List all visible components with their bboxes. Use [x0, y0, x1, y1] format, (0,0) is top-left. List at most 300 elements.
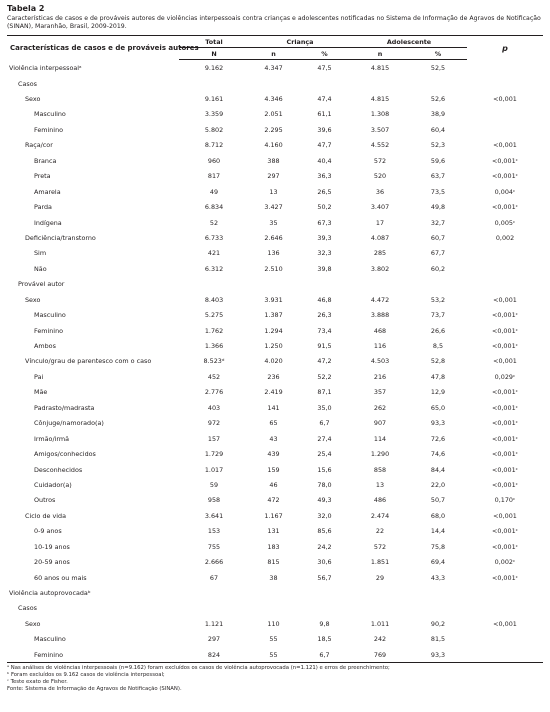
- adolescente-n: 4.552: [370, 141, 390, 150]
- adolescente-n: 1.290: [370, 450, 390, 459]
- total-n: 49: [209, 187, 219, 196]
- table-row: [7, 277, 543, 292]
- crianca-pct: 9,8: [319, 619, 330, 628]
- row-label: 10-19 anos: [34, 542, 70, 551]
- adolescente-n: 1.011: [370, 619, 390, 628]
- total-n: 824: [179, 647, 249, 663]
- p-value: <0,001ᶜ: [491, 326, 518, 335]
- total-n: 6.834: [204, 203, 224, 212]
- crianca-pct: 52,2: [317, 372, 332, 381]
- row-label: Casos: [18, 604, 37, 613]
- crianca-n: 13: [269, 187, 278, 196]
- crianca-n: [249, 585, 298, 600]
- adolescente-n: 907: [373, 419, 387, 428]
- adolescente-pct: 14,4: [430, 527, 446, 536]
- p-value: <0,001ᶜ: [491, 527, 518, 536]
- p-value: [467, 76, 543, 91]
- crianca-pct: 32,3: [317, 249, 332, 258]
- table-row: [7, 261, 543, 276]
- table-row: [7, 307, 543, 322]
- adolescente-pct: 69,4: [430, 558, 446, 567]
- crianca-pct: 47,7: [317, 141, 332, 150]
- table-row: [7, 400, 543, 415]
- crianca-n: 3.427: [264, 203, 283, 212]
- table-row: [7, 354, 543, 369]
- total-n: 5.802: [204, 125, 224, 134]
- row-label: Desconhecidos: [34, 465, 83, 474]
- crianca-pct: 56,7: [317, 573, 332, 582]
- table-row: [7, 107, 543, 122]
- header-adolescente: Adolescente: [351, 36, 467, 48]
- table-caption: Características de casos e de prováveis autores de violências interpessoais contra crianças e adolescentes notificadas no Sistema de Informação de Agravos de Notificação (SINAN), Maranhão, Brasil, 2009-2019.: [7, 15, 541, 31]
- p-value: [467, 647, 543, 663]
- p-value: <0,001: [493, 511, 517, 520]
- adolescente-n: 3.507: [370, 125, 390, 134]
- total-n: 2.666: [204, 558, 224, 567]
- crianca-n: 4.020: [264, 357, 283, 366]
- row-label: Cônjuge/namorado(a): [34, 419, 104, 428]
- adolescente-pct: 47,8: [430, 372, 446, 381]
- crianca-pct: 25,4: [317, 450, 332, 459]
- crianca-n: 4.346: [264, 95, 283, 103]
- crianca-pct: 40,4: [317, 156, 332, 165]
- crianca-n: [249, 601, 298, 616]
- table-row: [7, 554, 543, 569]
- crianca-n: 388: [267, 156, 280, 165]
- crianca-n: 439: [267, 450, 280, 459]
- crianca-pct: 26,3: [317, 311, 332, 320]
- adolescente-pct: 53,2: [430, 295, 446, 304]
- p-value: <0,001ᶜ: [491, 156, 518, 165]
- crianca-pct: 67,3: [317, 218, 332, 227]
- p-value: 0,170ᶜ: [494, 496, 516, 505]
- table-row: [7, 632, 543, 647]
- total-n: 452: [207, 372, 221, 381]
- row-label: Amarela: [34, 187, 61, 196]
- row-label: Padrasto/madrasta: [34, 403, 95, 412]
- table-row: [7, 524, 543, 539]
- adolescente-pct: 84,4: [430, 465, 446, 474]
- row-label: Ambos: [34, 342, 56, 350]
- row-label: Irmão/irmã: [34, 434, 70, 443]
- header-crianca-pct: %: [298, 48, 351, 60]
- row-label: Pai: [34, 372, 44, 381]
- table-row: [7, 446, 543, 461]
- p-value: <0,001: [493, 295, 517, 304]
- adolescente-pct: 43,3: [430, 573, 446, 582]
- adolescente-pct: 74,6: [430, 450, 446, 459]
- table-row: [7, 616, 543, 631]
- adolescente-n: [351, 601, 409, 616]
- row-label: Violência autoprovocadaᵇ: [9, 589, 91, 597]
- adolescente-pct: 93,3: [409, 647, 467, 663]
- adolescente-n: 116: [373, 342, 387, 350]
- adolescente-pct: 67,7: [430, 249, 446, 258]
- crianca-n: 1.250: [264, 342, 283, 350]
- footnote: ᵇ Foram excluídos os 9.162 casos de violência interpessoal;: [7, 672, 165, 679]
- total-n: 403: [207, 403, 221, 412]
- adolescente-n: 242: [373, 635, 387, 644]
- total-n: 755: [207, 542, 221, 551]
- total-n: 297: [207, 635, 221, 644]
- p-value: <0,001ᶜ: [491, 388, 518, 397]
- table-row: [7, 246, 543, 261]
- total-n: 67: [209, 573, 219, 582]
- row-label: Feminino: [34, 125, 64, 134]
- p-value: <0,001: [493, 141, 517, 150]
- table-row: [7, 230, 543, 245]
- adolescente-pct: 73,5: [430, 187, 446, 196]
- adolescente-pct: 63,7: [430, 172, 446, 181]
- row-label: Não: [34, 264, 47, 273]
- row-label: 0-9 anos: [34, 527, 62, 536]
- total-n: 5.275: [204, 311, 224, 320]
- adolescente-pct: 52,8: [430, 357, 446, 366]
- p-value: [467, 261, 543, 276]
- total-n: [179, 585, 249, 600]
- crianca-pct: 39,6: [317, 125, 332, 134]
- crianca-pct: 78,0: [317, 480, 332, 489]
- table-row: [7, 539, 543, 554]
- row-label: Preta: [34, 172, 51, 181]
- crianca-pct: 18,5: [317, 635, 332, 644]
- adolescente-pct: 22,0: [430, 480, 446, 489]
- header-adolescente-n: n: [351, 48, 409, 60]
- table-number: Tabela 2: [7, 4, 45, 13]
- row-label: Sim: [34, 249, 47, 258]
- adolescente-n: 4.815: [370, 95, 390, 103]
- footnote: ᶜ Teste exato de Fisher.: [7, 679, 68, 686]
- crianca-pct: 61,1: [317, 110, 332, 119]
- adolescente-pct: [409, 601, 467, 616]
- adolescente-pct: 65,0: [430, 403, 446, 412]
- row-label: Sexo: [25, 295, 41, 304]
- p-value: [467, 122, 543, 137]
- adolescente-pct: 32,7: [430, 218, 446, 227]
- p-value: <0,001ᶜ: [491, 403, 518, 412]
- total-n: 960: [207, 156, 221, 165]
- crianca-pct: 85,6: [317, 527, 332, 536]
- adolescente-n: 486: [373, 496, 387, 505]
- adolescente-n: 858: [373, 465, 387, 474]
- row-label: Mãe: [34, 388, 48, 397]
- crianca-pct: [298, 277, 351, 292]
- adolescente-n: 2.474: [370, 511, 390, 520]
- adolescente-pct: 72,6: [430, 434, 446, 443]
- adolescente-n: 572: [373, 542, 387, 551]
- adolescente-n: 285: [373, 249, 387, 258]
- row-label: Ciclo de vida: [25, 511, 67, 520]
- total-n: 1.017: [204, 465, 224, 474]
- p-value: <0,001ᶜ: [491, 419, 518, 428]
- p-value: <0,001ᶜ: [491, 434, 518, 443]
- crianca-n: 159: [267, 465, 280, 474]
- crianca-n: 110: [267, 619, 280, 628]
- header-crianca: Criança: [249, 36, 351, 48]
- adolescente-pct: 12,9: [430, 388, 446, 397]
- crianca-n: [249, 76, 298, 91]
- adolescente-pct: 73,7: [430, 311, 446, 320]
- crianca-pct: 50,2: [317, 203, 332, 212]
- total-n: 1.729: [204, 450, 224, 459]
- table-row: [7, 215, 543, 230]
- crianca-n: 297: [267, 172, 280, 181]
- crianca-n: 65: [269, 419, 278, 428]
- table-row: [7, 153, 543, 168]
- total-n: [179, 601, 249, 616]
- adolescente-n: 468: [373, 326, 387, 335]
- p-value: 0,002ᶜ: [494, 558, 516, 567]
- crianca-pct: 6,7: [298, 647, 351, 663]
- row-label: Masculino: [34, 110, 66, 119]
- row-label: Masculino: [34, 635, 66, 644]
- adolescente-pct: 8,5: [432, 342, 444, 350]
- adolescente-pct: 68,0: [430, 511, 446, 520]
- p-value: [467, 585, 543, 600]
- table-row: [7, 338, 543, 353]
- table-row: [7, 184, 543, 199]
- total-n: 972: [207, 419, 221, 428]
- crianca-pct: 47,4: [317, 95, 332, 103]
- crianca-n: 2.510: [264, 264, 283, 273]
- adolescente-n: 1.851: [370, 558, 390, 567]
- table-row: [7, 477, 543, 492]
- crianca-n: 35: [269, 218, 278, 227]
- total-n: 6.312: [204, 264, 224, 273]
- crianca-pct: 30,6: [317, 558, 332, 567]
- crianca-pct: [298, 601, 351, 616]
- row-label: Casos: [18, 79, 37, 88]
- adolescente-pct: 52,3: [430, 141, 446, 150]
- crianca-n: [249, 277, 298, 292]
- crianca-pct: 36,3: [317, 172, 332, 181]
- adolescente-pct: 59,6: [430, 156, 446, 165]
- table-row: [7, 601, 543, 616]
- adolescente-n: [351, 585, 409, 600]
- p-value: <0,001: [493, 95, 517, 103]
- adolescente-n: [351, 76, 409, 91]
- table-row: [7, 168, 543, 183]
- adolescente-n: 22: [375, 527, 385, 536]
- total-n: 59: [209, 480, 219, 489]
- table-row: [7, 647, 543, 663]
- p-value: [467, 277, 543, 292]
- row-label: Parda: [34, 203, 52, 212]
- p-value: <0,001ᶜ: [491, 542, 518, 551]
- adolescente-n: 17: [375, 218, 385, 227]
- adolescente-pct: 52,5: [430, 64, 446, 73]
- crianca-pct: 27,4: [317, 434, 332, 443]
- crianca-pct: [298, 585, 351, 600]
- crianca-pct: 39,8: [317, 264, 332, 273]
- table-row: [7, 292, 543, 307]
- p-value: 0,002: [495, 233, 515, 242]
- row-label: Outros: [34, 496, 56, 505]
- adolescente-pct: 90,2: [430, 619, 446, 628]
- row-label: 60 anos ou mais: [34, 573, 87, 582]
- row-label: Indígena: [34, 218, 62, 227]
- crianca-n: 183: [267, 542, 280, 551]
- adolescente-n: 520: [373, 172, 387, 181]
- adolescente-pct: 26,6: [430, 326, 446, 335]
- table-row: [7, 462, 543, 477]
- adolescente-n: 357: [373, 388, 387, 397]
- adolescente-pct: 60,2: [430, 264, 446, 273]
- total-n: 1.762: [204, 326, 224, 335]
- total-n: 52: [209, 218, 219, 227]
- header-p-value: p: [467, 36, 543, 60]
- table-row: [7, 76, 543, 91]
- header-crianca-n: n: [249, 48, 298, 60]
- table-body: [7, 60, 543, 663]
- row-label: Feminino: [34, 326, 64, 335]
- p-value: <0,001: [493, 357, 517, 366]
- total-n: 3.641: [204, 511, 224, 520]
- total-n: 9.161: [204, 95, 224, 103]
- total-n: 1.121: [204, 619, 224, 628]
- adolescente-n: 3.802: [370, 264, 390, 273]
- crianca-n: 43: [269, 434, 278, 443]
- total-n: 1.366: [204, 342, 224, 350]
- total-n: 8.403: [204, 295, 224, 304]
- row-label: Raça/cor: [25, 141, 53, 150]
- table-row: [7, 122, 543, 137]
- table-row: [7, 415, 543, 430]
- total-n: 421: [207, 249, 221, 258]
- adolescente-pct: 38,9: [430, 110, 446, 119]
- row-label: Branca: [34, 156, 57, 165]
- p-value: [467, 246, 543, 261]
- adolescente-n: 4.472: [370, 295, 390, 304]
- table-footnotes: [7, 665, 543, 692]
- table-row: [7, 585, 543, 600]
- p-value: [467, 632, 543, 647]
- crianca-pct: [298, 76, 351, 91]
- crianca-n: 815: [267, 558, 280, 567]
- total-n: 6.733: [204, 233, 224, 242]
- total-n: 958: [207, 496, 221, 505]
- table-row: [7, 431, 543, 446]
- row-label: Vínculo/grau de parentesco com o caso: [25, 357, 152, 366]
- crianca-pct: 24,2: [317, 542, 332, 551]
- row-label: Cuidador(a): [34, 480, 72, 489]
- adolescente-n: 4.815: [370, 64, 390, 73]
- row-label: Deficiência/transtorno: [25, 233, 96, 242]
- p-value: <0,001ᶜ: [491, 172, 518, 181]
- adolescente-n: 29: [375, 573, 385, 582]
- adolescente-pct: 49,8: [430, 203, 446, 212]
- crianca-n: 2.295: [264, 125, 283, 134]
- row-label: 20-59 anos: [34, 558, 70, 567]
- adolescente-n: [351, 277, 409, 292]
- crianca-n: 1.387: [264, 311, 283, 320]
- header-characteristics: Características de casos e de prováveis autores: [7, 36, 179, 60]
- data-table: [7, 35, 543, 663]
- p-value: [467, 60, 543, 76]
- crianca-pct: 35,0: [317, 403, 332, 412]
- crianca-n: 2.646: [264, 233, 283, 242]
- p-value: 0,005ᶜ: [494, 218, 516, 227]
- adolescente-n: 4.087: [370, 233, 390, 242]
- crianca-n: 472: [267, 496, 280, 505]
- table-row: [7, 369, 543, 384]
- total-n: 157: [207, 434, 221, 443]
- p-value: 0,029ᶜ: [494, 372, 516, 381]
- row-label: Sexo: [25, 619, 41, 628]
- adolescente-n: 3.888: [370, 311, 390, 320]
- table-row: [7, 60, 543, 76]
- table-row: [7, 493, 543, 508]
- total-n: 2.776: [204, 388, 224, 397]
- crianca-n: 2.419: [264, 388, 283, 397]
- row-label: Masculino: [34, 311, 66, 320]
- p-value: <0,001: [493, 619, 517, 628]
- row-label: Amigos/conhecidos: [34, 450, 96, 459]
- crianca-n: 1.167: [264, 511, 283, 520]
- crianca-pct: 15,6: [317, 465, 332, 474]
- adolescente-n: 36: [375, 187, 385, 196]
- p-value: <0,001ᶜ: [491, 573, 518, 582]
- crianca-pct: 47,2: [317, 357, 332, 366]
- table-row: [7, 138, 543, 153]
- crianca-n: 4.347: [264, 64, 283, 73]
- adolescente-n: 1.308: [370, 110, 390, 119]
- crianca-n: 236: [267, 372, 280, 381]
- adolescente-pct: 81,5: [430, 635, 446, 644]
- total-n: 3.359: [204, 110, 224, 119]
- adolescente-pct: 60,4: [430, 125, 446, 134]
- header-row-1: [7, 36, 543, 48]
- p-value: <0,001ᶜ: [491, 480, 518, 489]
- header-total-n: N: [179, 48, 249, 60]
- p-value: <0,001ᶜ: [491, 203, 518, 212]
- crianca-pct: 39,3: [317, 233, 332, 242]
- table-row: [7, 91, 543, 106]
- crianca-n: 136: [267, 249, 280, 258]
- table-row: [7, 199, 543, 214]
- row-label: Sexo: [25, 95, 41, 103]
- total-n: [179, 277, 249, 292]
- total-n: 153: [207, 527, 221, 536]
- adolescente-n: 114: [373, 434, 387, 443]
- adolescente-n: 4.503: [370, 357, 390, 366]
- crianca-pct: 6,7: [319, 419, 330, 428]
- crianca-n: 131: [267, 527, 280, 536]
- adolescente-pct: 60,7: [430, 233, 446, 242]
- adolescente-pct: 52,6: [430, 95, 446, 103]
- adolescente-n: 572: [373, 156, 387, 165]
- header-adolescente-pct: %: [409, 48, 467, 60]
- crianca-pct: 49,3: [317, 496, 332, 505]
- adolescente-n: 3.407: [370, 203, 390, 212]
- p-value: [467, 107, 543, 122]
- row-label: Violência interpessoalᵃ: [9, 63, 82, 72]
- crianca-n: 3.931: [264, 295, 283, 304]
- crianca-n: 2.051: [264, 110, 283, 119]
- total-n: 8.712: [204, 141, 224, 150]
- footnote: ᵃ Nas análises de violências interpessoais (n=9.162) foram excluídos os casos de violência autoprovocada (n=1.121) e erros de preenchimento;: [7, 665, 390, 672]
- header-total: Total: [179, 36, 249, 48]
- total-n: 9.162: [204, 64, 224, 73]
- adolescente-pct: 75,8: [430, 542, 446, 551]
- crianca-pct: 91,5: [317, 342, 332, 350]
- crianca-pct: 32,0: [317, 511, 332, 520]
- crianca-n: 38: [269, 573, 278, 582]
- crianca-pct: 47,5: [317, 64, 332, 73]
- p-value: <0,001ᶜ: [491, 465, 518, 474]
- crianca-n: 141: [267, 403, 280, 412]
- table-row: [7, 570, 543, 585]
